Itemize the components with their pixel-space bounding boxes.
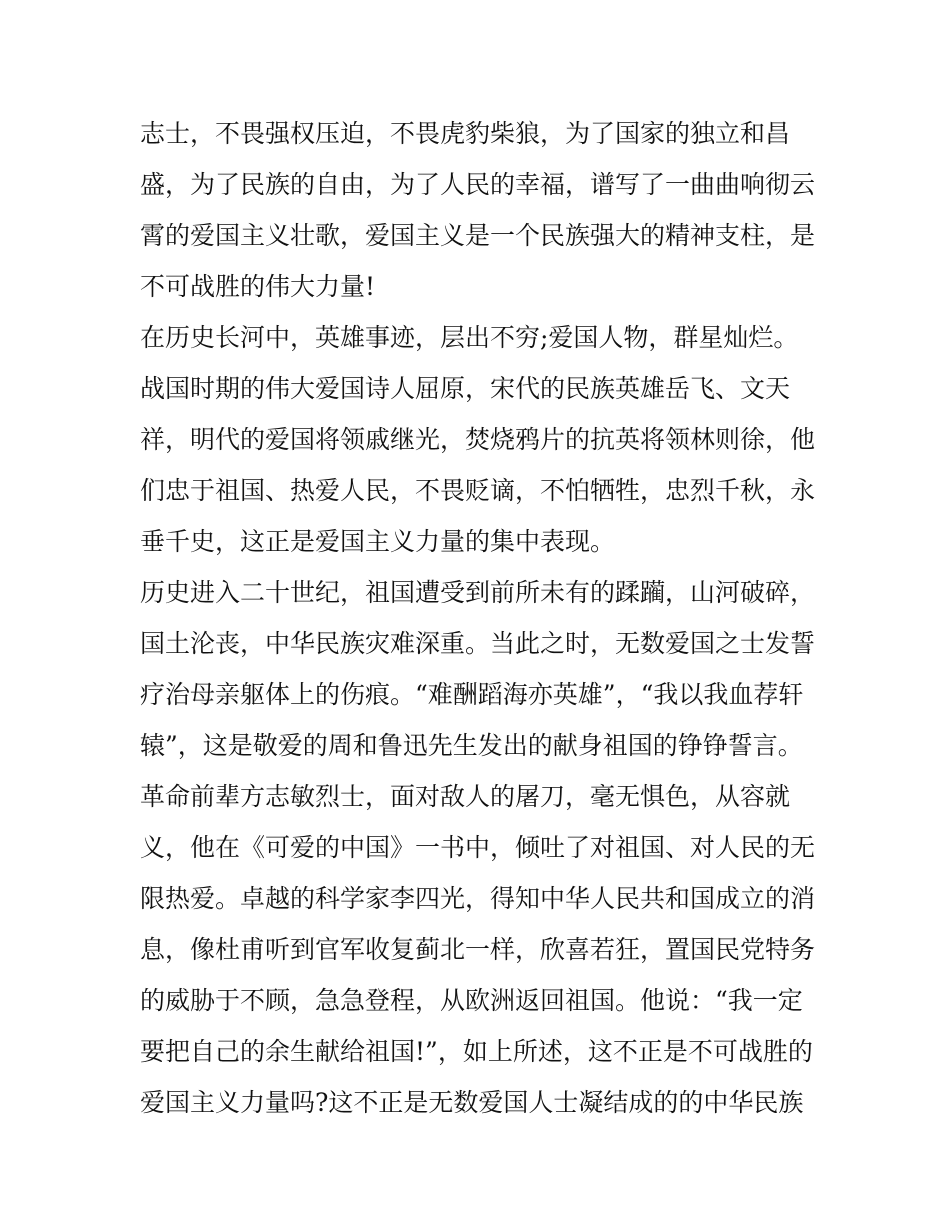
text-line: 国土沦丧，中华民族灾难深重。当此之时，无数爱国之士发誓 (140, 629, 816, 658)
text-line: 志士，不畏强权压迫，不畏虎豹柴狼，为了国家的独立和昌 (140, 119, 791, 148)
text-line: 爱国主义力量吗?这不正是无数爱国人士凝结成的的中华民族 (140, 1088, 804, 1117)
text-line: 霄的爱国主义壮歌，爱国主义是一个民族强大的精神支柱，是 (140, 221, 816, 250)
text-line: 息，像杜甫听到官军收复蓟北一样，欣喜若狂，置国民党特务 (140, 935, 816, 964)
text-line: 要把自己的余生献给祖国!”，如上所述，这不正是不可战胜的 (140, 1037, 813, 1066)
text-line: 战国时期的伟大爱国诗人屈原，宋代的民族英雄岳飞、文天 (140, 374, 791, 403)
text-line: 的威胁于不顾，急急登程，从欧洲返回祖国。他说：“我一定 (140, 986, 803, 1015)
text-line: 义，他在《可爱的中国》一书中，倾吐了对祖国、对人民的无 (140, 833, 816, 862)
text-line: 垂千史，这正是爱国主义力量的集中表现。 (140, 527, 616, 556)
text-line: 历史进入二十世纪，祖国遭受到前所未有的蹂躏，山河破碎， (140, 578, 816, 607)
body-text (140, 108, 820, 1128)
text-line: 辕”，这是敬爱的周和鲁迅先生发出的献身祖国的铮铮誓言。 (140, 731, 803, 760)
text-line: 疗治母亲躯体上的伤痕。“难酬蹈海亦英雄”，“我以我血荐轩 (140, 680, 804, 709)
text-line: 们忠于祖国、热爱人民，不畏贬谪，不怕牺牲，忠烈千秋，永 (140, 476, 816, 505)
text-line: 祥，明代的爱国将领戚继光，焚烧鸦片的抗英将领林则徐，他 (140, 425, 816, 454)
text-line: 限热爱。卓越的科学家李四光，得知中华人民共和国成立的消 (140, 884, 816, 913)
text-line: 不可战胜的伟大力量! (140, 272, 376, 301)
text-line: 革命前辈方志敏烈士，面对敌人的屠刀，毫无惧色，从容就 (140, 782, 791, 811)
text-line: 在历史长河中，英雄事迹，层出不穷;爱国人物，群星灿烂。 (140, 323, 799, 352)
text-line: 盛，为了民族的自由，为了人民的幸福，谱写了一曲曲响彻云 (140, 170, 816, 199)
